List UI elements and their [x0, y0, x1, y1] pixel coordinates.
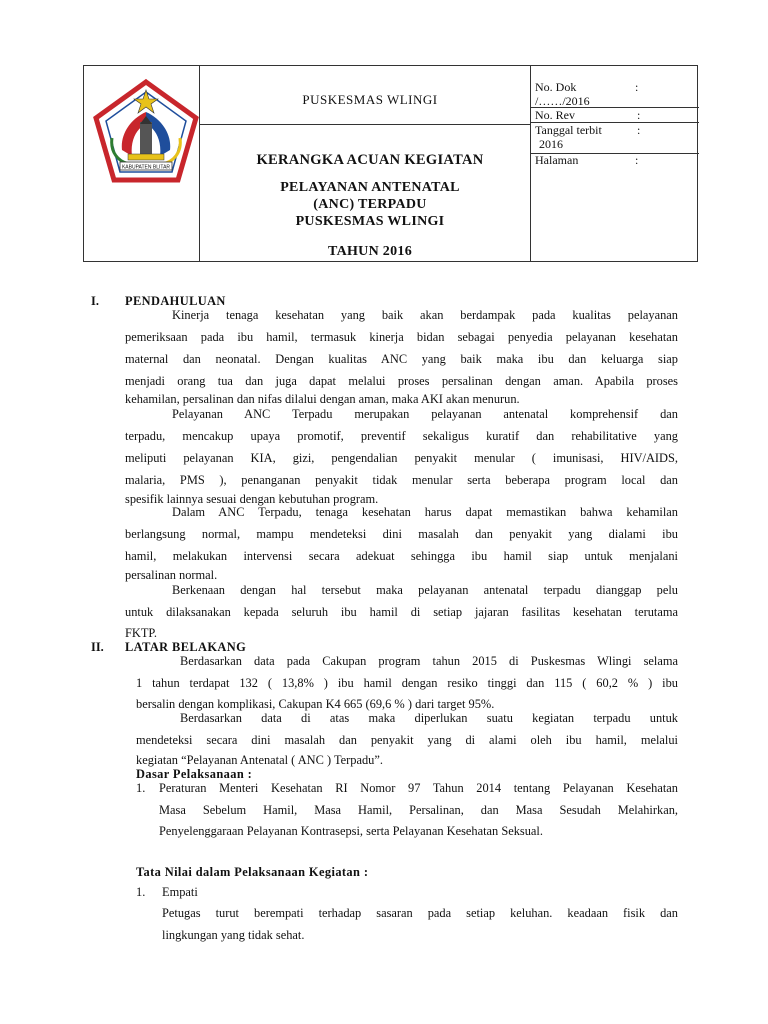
paragraph-line: kehamilan, persalinan dan nifas dilalui dengan aman, maka AKI akan menurun.: [125, 392, 520, 406]
section-title-latar-belakang: LATAR BELAKANG: [125, 640, 247, 654]
no-rev-colon: :: [637, 108, 641, 122]
no-dok-value: /……/2016: [535, 94, 590, 108]
list-number: 1.: [136, 885, 146, 899]
document-subtitle-line: PELAYANAN ANTENATAL: [280, 180, 460, 195]
tata-nilai-heading: Tata Nilai dalam Pelaksanaan Kegiatan :: [136, 865, 369, 879]
paragraph-line: maternal dan neonatal. Dengan kualitas ANC yang baik maka ibu dan keluarga siap: [125, 352, 678, 366]
paragraph-line: Berkenaan dengan hal tersebut maka pelayanan antenatal terpadu dianggap pelu: [172, 583, 678, 597]
section-number: II.: [91, 640, 104, 654]
section-title-pendahuluan: PENDAHULUAN: [125, 294, 226, 308]
paragraph-line: bersalin dengan komplikasi, Cakupan K4 665 (69,6 % ) dari target 95%.: [136, 697, 495, 711]
paragraph-line: kegiatan “Pelayanan Antenatal ( ANC ) Terpadu”.: [136, 753, 383, 767]
paragraph-line: Berdasarkan data di atas maka diperlukan suatu kegiatan terpadu untuk: [180, 711, 678, 725]
list-item-line: lingkungan yang tidak sehat.: [162, 928, 305, 942]
list-number: 1.: [136, 781, 146, 795]
paragraph-line: hamil, melakukan intervensi secara adekuat sehingga ibu hamil siap untuk menjalani: [125, 549, 678, 563]
tanggal-terbit-colon: :: [637, 123, 641, 137]
paragraph-line: malaria, PMS ), penanganan penyakit tidak menular serta beberapa program local dan: [125, 473, 678, 487]
document-subtitle-line: PUSKESMAS WLINGI: [295, 214, 445, 229]
list-item-line: Petugas turut berempati terhadap sasaran pada setiap keluhan. keadaan fisik dan: [162, 906, 678, 920]
tanggal-terbit-value: 2016: [539, 137, 563, 151]
organization-name: PUSKESMAS WLINGI: [302, 92, 438, 107]
no-rev-label: No. Rev: [535, 108, 575, 122]
paragraph-line: persalinan normal.: [125, 568, 218, 582]
paragraph-line: Pelayanan ANC Terpadu merupakan pelayanan antenatal komprehensif dan: [172, 407, 678, 421]
list-item-line: Peraturan Menteri Kesehatan RI Nomor 97 Tahun 2014 tentang Pelayanan Kesehatan: [159, 781, 678, 795]
list-item-line: Penyelenggaraan Pelayanan Kontrasepsi, serta Pelayanan Kesehatan Seksual.: [159, 824, 543, 838]
paragraph-line: Berdasarkan data pada Cakupan program tahun 2015 di Puskesmas Wlingi selama: [180, 654, 678, 668]
paragraph-line: menjadi orang tua dan juga dapat melalui proses persalinan dengan aman. Apabila proses: [125, 374, 678, 388]
paragraph-line: terpadu, mencakup upaya promotif, preventif sekaligus kuratif dan rehabilitative yang: [125, 429, 678, 443]
svg-text:KABUPATEN BLITAR: KABUPATEN BLITAR: [121, 164, 171, 171]
paragraph-line: mendeteksi secara dini masalah dan penyakit yang di alami oleh ibu hamil, melalui: [136, 733, 678, 747]
section-number: I.: [91, 294, 99, 308]
list-item-title: Empati: [162, 885, 198, 899]
paragraph-line: Kinerja tenaga kesehatan yang baik akan berdampak pada kualitas pelayanan: [172, 308, 678, 322]
paragraph-line: untuk dilaksanakan kepada seluruh ibu hamil di setiap jajaran fasilitas kesehatan terutama: [125, 605, 678, 619]
paragraph-line: meliputi pelayanan KIA, gizi, pengendalian penyakit menular ( imunisasi, HIV/AIDS,: [125, 451, 678, 465]
dasar-pelaksanaan-heading: Dasar Pelaksanaan :: [136, 767, 253, 781]
paragraph-line: berlangsung normal, mampu mendeteksi dini masalah dan penyakit yang dialami ibu: [125, 527, 678, 541]
tanggal-terbit-label: Tanggal terbit: [535, 123, 602, 137]
paragraph-line: FKTP.: [125, 626, 158, 640]
no-dok-label: No. Dok: [535, 80, 577, 94]
document-subtitle-line: (ANC) TERPADU: [313, 197, 427, 212]
paragraph-line: 1 tahun terdapat 132 ( 13,8% ) ibu hamil dengan resiko tinggi dan 115 ( 60,2 % ) ibu: [136, 676, 678, 690]
document-year: TAHUN 2016: [327, 244, 413, 259]
halaman-label: Halaman: [535, 153, 579, 167]
paragraph-line: pemeriksaan pada ibu hamil, termasuk kinerja bidan sebagai penyedia pelayanan kesehatan: [125, 330, 678, 344]
no-dok-colon: :: [635, 80, 639, 94]
paragraph-line: Dalam ANC Terpadu, tenaga kesehatan harus dapat memastikan bahwa kehamilan: [172, 505, 678, 519]
document-title: KERANGKA ACUAN KEGIATAN: [256, 152, 484, 168]
paragraph-line: spesifik lainnya sesuai dengan kebutuhan program.: [125, 492, 379, 506]
halaman-colon: :: [635, 153, 639, 167]
list-item-line: Masa Sebelum Hamil, Masa Hamil, Persalinan, dan Masa Sesudah Melahirkan,: [159, 803, 678, 817]
